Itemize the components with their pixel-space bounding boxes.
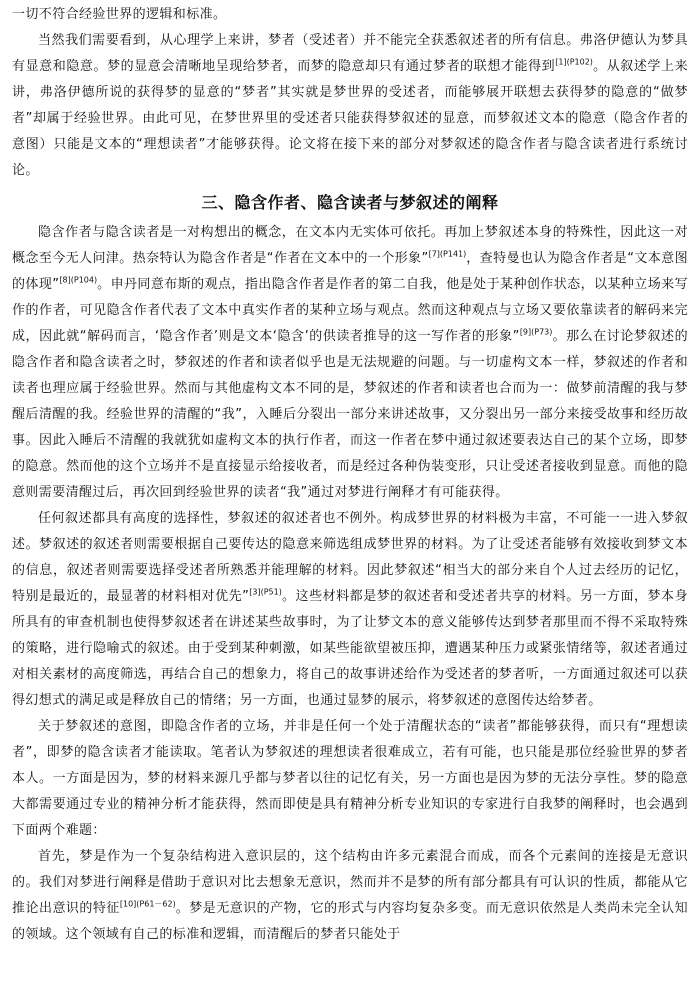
paragraph-text: ，查特曼也认为隐含作者是“文本意图的体现” xyxy=(12,251,688,292)
paragraph-text: 任何叙述都具有高度的选择性，梦叙述的叙述者也不例外。构成梦世界的材料极为丰富，不可能一一进入梦叙述。梦叙述的叙述者则需要根据自己要传达的隐意来筛选组成梦世界的材料。为了让受述者能够有效接收到梦文本的信息，叙述者则需要选择受述者所熟悉并能理解的材料。因此梦叙述“相当大的部分来自个人过去经历的记忆，特别是最近的，最显著的材料相对优先” xyxy=(12,511,688,604)
citation-superscript: [8](P104) xyxy=(59,275,98,285)
paragraph-text: 。从叙述学上来讲，弗洛伊德所说的获得梦的显意的“梦者”其实就是梦世界的受述者，而能够展开联想去获得梦的隐意的“做梦者”却属于经验世界。由此可见，在梦世界里的受述者只能获得梦叙述的显意，而梦叙述文本的隐意（隐含作者的意图）只能是文本的“理想读者”才能够获得。论文将在接下来的部分对梦叙述的隐含作者与隐含读者进行系统讨论。 xyxy=(12,59,688,178)
paragraph-text: 。那么在讨论梦叙述的隐含作者和隐含读者之时，梦叙述的作者和读者似乎也是无法规避的问题。与一切虚构文本一样，梦叙述的作者和读者也理应属于经验世界。然而与其他虚构文本不同的是，梦叙述的作者和读者也合而为一：做梦前清醒的我与梦醒后清醒的我。经验世界的清醒的“我”，入睡后分裂出一部分来讲述故事，又分裂出另一部分来接受故事和经历故事。因此入睡后不清醒的我就犹如虚构文本的执行作者，而这一作者在梦中通过叙述要表达自己的某个立场，即梦的隐意。然而他的这个立场并不是直接显示给接收者，而是经过各种伪装变形，只让受述者接收到显意。而他的隐意则需要清醒过后，再次回到经验世界的读者“我”通过对梦进行阐释才有可能获得。 xyxy=(12,329,688,500)
section-heading: 三、隐含作者、隐含读者与梦叙述的阐释 xyxy=(201,193,499,212)
citation-superscript: [10](P61－62) xyxy=(119,899,176,909)
paragraph-text: 首先，梦是作为一个复杂结构进入意识层的，这个结构由许多元素混合而成，而各个元素间的连接是无意识的。我们对梦进行阐释是借助于意识对比去想象无意识，然而并不是梦的所有部分都具有可认识的性质，都能从它推论出意识的特征 xyxy=(12,849,688,916)
citation-superscript: [1](P102) xyxy=(555,57,593,67)
body-paragraph xyxy=(12,714,688,844)
paragraph-text: 。这些材料都是梦的叙述者和受述者共享的材料。另一方面，梦本身所具有的审查机制也使得梦叙述者在讲述某些故事时，为了让梦文本的意义能够传达到梦者那里而不得不采取特殊的策略，进行隐喻式的叙述。由于受到某种刺激，如某些能欲望被压抑，遭遇某种压力或紧张情绪等，叙述者通过对相关素材的高度筛选，再结合自己的想象力，将自己的故事讲述给作为受述者的梦者听，一方面通过叙述可以获得幻想式的满足或是释放自己的情绪；另一方面，也通过显梦的展示，将梦叙述的意图传达给梦者。 xyxy=(12,589,688,708)
citation-superscript: [7](P141) xyxy=(428,249,467,259)
document-page xyxy=(12,2,688,948)
paragraph-text: 关于梦叙述的意图，即隐含作者的立场，并非是任何一个处于清醒状态的“读者”都能够获得，而只有“理想读者”，即梦的隐含读者才能读取。笔者认为梦叙述的理想读者很难成立，若有可能，也只能是那位经验世界的梦者本人。一方面是因为，梦的材料来源几乎都与梦者以往的记忆有关，另一方面也是因为梦的无法分享性。梦的隐意大都需要通过专业的精神分析才能获得，然而即使是具有精神分析专业知识的专家进行自我梦的阐释时，也会遇到下面两个难题： xyxy=(12,719,688,838)
paragraph-text: 隐含作者与隐含读者是一对构想出的概念，在文本内无实体可依托。再加上梦叙述本身的特殊性，因此这一对概念至今无人问津。热奈特认为隐含作者是“作者在文本中的一个形象” xyxy=(12,225,688,266)
paragraph-text: 当然我们需要看到，从心理学上来讲，梦者（受述者）并不能完全获悉叙述者的所有信息。弗洛伊德认为梦具有显意和隐意。梦的显意会清晰地呈现给梦者，而梦的隐意却只有通过梦者的联想才能得到 xyxy=(12,33,688,74)
paragraph-text: 一切不符合经验世界的逻辑和标准。 xyxy=(12,7,227,22)
body-paragraph xyxy=(12,220,688,506)
citation-superscript: [3](P51) xyxy=(249,587,282,597)
body-paragraph xyxy=(12,2,688,28)
body-paragraph xyxy=(12,506,688,714)
citation-superscript: [9](P73) xyxy=(519,327,553,337)
paragraph-text: 。梦是无意识的产物，它的形式与内容均复杂多变。而无意识依然是人类尚未完全认知的领域。这个领域有自己的标准和逻辑，而清醒后的梦者只能处于 xyxy=(12,901,689,942)
body-paragraph xyxy=(12,844,688,948)
body-paragraph xyxy=(12,28,688,184)
paragraph-text: 。申丹同意布斯的观点，指出隐含作者是作者的第二自我，他是处于某种创作状态，以某种立场来写作的作者，可见隐含作者代表了文本中真实作者的某种立场与观点。然而这种观点与立场又要依靠读者的解码来完成，因此就“解码而言，‘隐含作者’则是文本‘隐含’的供读者推导的这一写作者的形象” xyxy=(12,277,688,344)
